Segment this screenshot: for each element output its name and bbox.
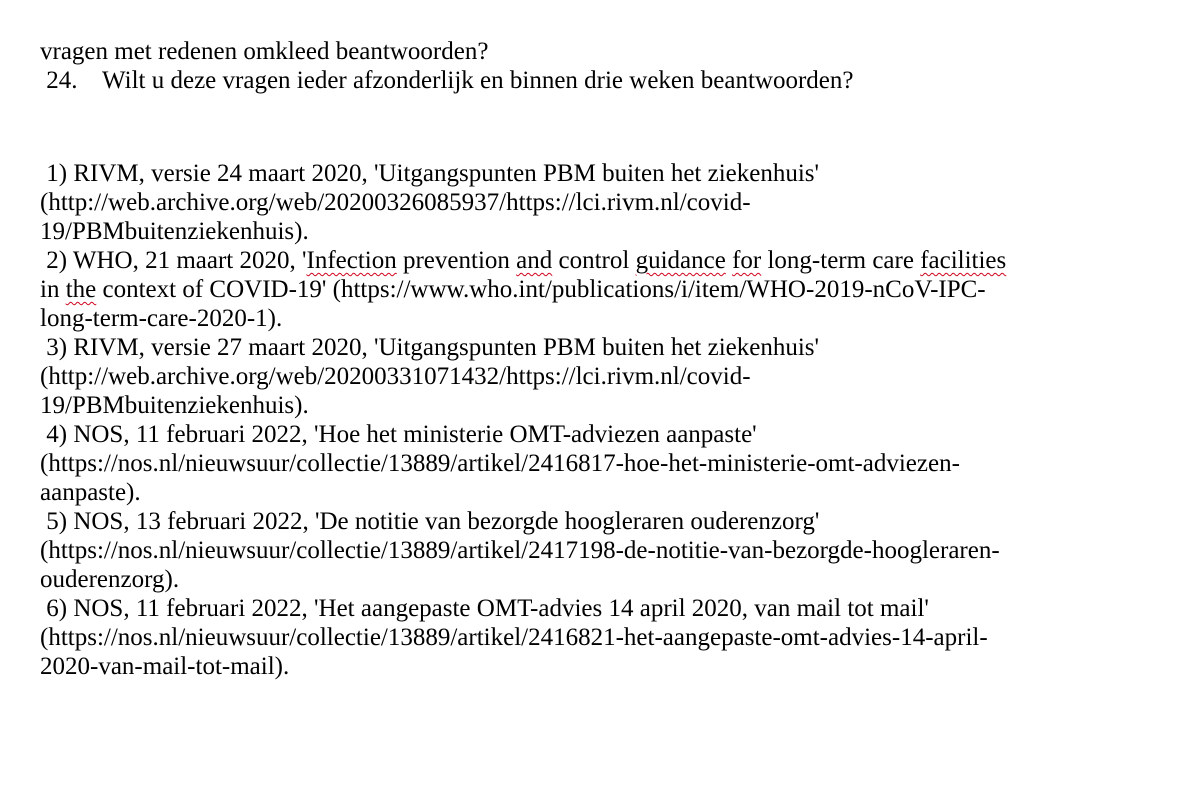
reference-1-line-3: 19/PBMbuitenziekenhuis). (40, 218, 309, 245)
question-24: 24. Wilt u deze vragen ieder afzonderlijk en binnen drie weken beantwoorden? (40, 67, 854, 94)
reference-1-line-1: 1) RIVM, versie 24 maart 2020, 'Uitgangspunten PBM buiten het ziekenhuis' (40, 160, 820, 187)
spellcheck-word[interactable]: Infection (306, 247, 397, 274)
reference-3-line-1: 3) RIVM, versie 27 maart 2020, 'Uitgangspunten PBM buiten het ziekenhuis' (40, 334, 820, 361)
reference-5-line-3: ouderenzorg). (40, 566, 180, 593)
intro-line-1: vragen met redenen omkleed beantwoorden? (40, 38, 489, 65)
spellcheck-word[interactable]: for (732, 247, 762, 274)
reference-1-line-2: (http://web.archive.org/web/20200326085937/https://lci.rivm.nl/covid- (40, 189, 751, 216)
reference-6-line-1: 6) NOS, 11 februari 2022, 'Het aangepaste OMT-advies 14 april 2020, van mail tot mail' (40, 595, 929, 622)
spellcheck-word[interactable]: facilities (920, 247, 1007, 274)
reference-2-line-3: long-term-care-2020-1). (40, 305, 283, 332)
reference-4-line-2: (https://nos.nl/nieuwsuur/collectie/13889/artikel/2416817-hoe-het-ministerie-omt-adviezen- (40, 450, 960, 477)
text-span: prevention (396, 247, 517, 274)
reference-6-line-2: (https://nos.nl/nieuwsuur/collectie/13889/artikel/2416821-het-aangepaste-omt-advies-14-april- (40, 624, 988, 651)
text-span: 2) WHO, 21 maart 2020, ' (40, 247, 307, 274)
reference-2-line-2 (40, 275, 986, 304)
reference-4-line-3: aanpaste). (40, 479, 141, 506)
reference-2-line-1 (40, 246, 1006, 275)
text-span: long-term care (761, 247, 921, 274)
spellcheck-word[interactable]: guidance (635, 247, 726, 274)
reference-5-line-2: (https://nos.nl/nieuwsuur/collectie/13889/artikel/2417198-de-notitie-van-bezorgde-hoogleraren- (40, 537, 1000, 564)
text-span: control (552, 247, 636, 274)
text-span: context of COVID-19' (https://www.who.int/publications/i/item/WHO-2019-nCoV-IPC- (96, 276, 986, 303)
spellcheck-word[interactable]: the (65, 276, 97, 303)
spellcheck-word[interactable]: and (516, 247, 553, 274)
reference-6-line-3: 2020-van-mail-tot-mail). (40, 653, 290, 680)
text-span: in (40, 276, 66, 303)
reference-5-line-1: 5) NOS, 13 februari 2022, 'De notitie van bezorgde hoogleraren ouderenzorg' (40, 508, 820, 535)
reference-3-line-2: (http://web.archive.org/web/20200331071432/https://lci.rivm.nl/covid- (40, 363, 751, 390)
reference-3-line-3: 19/PBMbuitenziekenhuis). (40, 392, 309, 419)
reference-4-line-1: 4) NOS, 11 februari 2022, 'Hoe het ministerie OMT-adviezen aanpaste' (40, 421, 757, 448)
